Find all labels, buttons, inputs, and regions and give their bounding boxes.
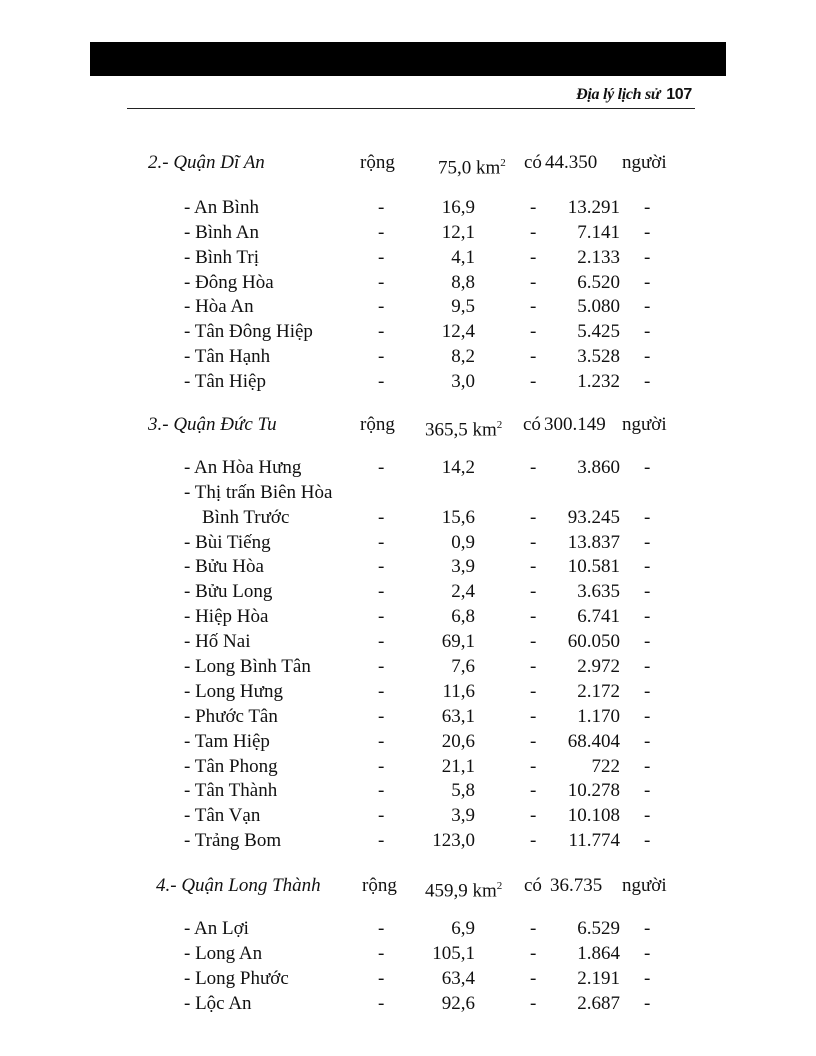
dash: - [530, 705, 537, 727]
commune-population: 5.080 [577, 296, 620, 318]
district-heading [0, 413, 816, 441]
area-unit-sup: 2 [496, 880, 503, 892]
commune-name: - Tân Thành [184, 780, 278, 802]
dash: - [644, 805, 651, 827]
commune-name: - Long Hưng [184, 680, 283, 702]
co-label: có [524, 152, 542, 173]
area-label: rộng [360, 414, 395, 435]
dash: - [378, 680, 385, 702]
commune-name: - Trảng Bom [184, 830, 282, 852]
commune-area: 63,4 [441, 967, 475, 989]
dash: - [530, 830, 537, 852]
commune-row [0, 271, 816, 296]
dash: - [378, 917, 385, 939]
commune-list [0, 917, 816, 1017]
district-section-long-thanh [0, 874, 816, 1016]
people-label: người [622, 152, 667, 173]
dash: - [378, 296, 385, 318]
commune-row [0, 730, 816, 755]
commune-population: 3.860 [577, 456, 620, 478]
people-label: người [622, 875, 667, 896]
dash: - [644, 271, 651, 293]
dash: - [530, 780, 537, 802]
dash: - [378, 606, 385, 628]
commune-area: 15,6 [441, 506, 475, 528]
dash: - [378, 942, 385, 964]
dash: - [644, 755, 651, 777]
commune-row [0, 196, 816, 221]
commune-area: 11,6 [442, 680, 475, 702]
commune-area: 7,6 [451, 656, 475, 678]
commune-row [0, 370, 816, 395]
district-population: 300.149 [544, 414, 606, 435]
commune-name: - Tân Đông Hiệp [184, 321, 313, 343]
dash: - [530, 371, 537, 393]
dash: - [530, 992, 537, 1014]
commune-area: 5,8 [451, 780, 475, 802]
dash: - [644, 506, 651, 528]
commune-row [0, 456, 816, 481]
dash: - [644, 830, 651, 852]
area-label: rộng [362, 875, 397, 896]
district-section-di-an [0, 151, 816, 395]
dash: - [644, 556, 651, 578]
commune-population: 60.050 [567, 631, 620, 653]
commune-area: 8,2 [451, 346, 475, 368]
commune-name: - Tân Vạn [184, 805, 261, 827]
commune-row [0, 804, 816, 829]
commune-area: 0,9 [451, 531, 475, 553]
dash: - [530, 456, 537, 478]
commune-name: - Hòa An [184, 296, 254, 318]
commune-area: 3,9 [451, 805, 475, 827]
commune-population: 10.581 [567, 556, 620, 578]
district-area [425, 874, 502, 904]
dash: - [530, 581, 537, 603]
commune-population: 6.529 [577, 917, 620, 939]
commune-population: 13.291 [567, 196, 620, 218]
dash: - [378, 506, 385, 528]
people-label: người [622, 414, 667, 435]
commune-row [0, 605, 816, 630]
commune-population: 722 [591, 755, 620, 777]
dash: - [644, 346, 651, 368]
commune-row [0, 630, 816, 655]
dash: - [644, 371, 651, 393]
dash: - [644, 296, 651, 318]
commune-row [0, 580, 816, 605]
dash: - [530, 755, 537, 777]
dash: - [530, 730, 537, 752]
dash: - [530, 917, 537, 939]
dash: - [530, 631, 537, 653]
commune-name: - An Bình [184, 196, 259, 218]
dash: - [378, 730, 385, 752]
dash: - [530, 196, 537, 218]
commune-area: 21,1 [441, 755, 475, 777]
dash: - [378, 656, 385, 678]
co-label: có [524, 875, 542, 896]
commune-list [0, 456, 816, 854]
dash: - [378, 246, 385, 268]
dash: - [378, 556, 385, 578]
commune-name: - Bửu Hòa [184, 556, 264, 578]
dash: - [644, 680, 651, 702]
commune-population: 2.191 [577, 967, 620, 989]
commune-area: 20,6 [441, 730, 475, 752]
commune-name: - Long Bình Tân [184, 656, 311, 678]
area-unit-sup: 2 [500, 157, 506, 169]
dash: - [530, 967, 537, 989]
co-label: có [523, 414, 541, 435]
commune-area: 16,9 [441, 196, 475, 218]
dash: - [378, 346, 385, 368]
dash: - [644, 730, 651, 752]
dash: - [530, 556, 537, 578]
commune-row [0, 755, 816, 780]
commune-name: - Long Phước [184, 967, 289, 989]
commune-name: - Hiệp Hòa [184, 606, 269, 628]
dash: - [644, 967, 651, 989]
dash: - [530, 506, 537, 528]
district-heading [0, 151, 816, 179]
dash: - [378, 581, 385, 603]
commune-row [0, 917, 816, 942]
area-unit: km [476, 157, 501, 179]
commune-area: 14,2 [441, 456, 475, 478]
commune-area: 8,8 [451, 271, 475, 293]
commune-area: 9,5 [451, 296, 475, 318]
commune-population: 1.864 [577, 942, 620, 964]
commune-name: - An Lợi [184, 917, 249, 939]
commune-area: 12,1 [441, 221, 475, 243]
commune-population: 3.635 [577, 581, 620, 603]
dash: - [644, 221, 651, 243]
commune-row [0, 680, 816, 705]
commune-name: - Đông Hòa [184, 271, 274, 293]
commune-population: 5.425 [577, 321, 620, 343]
commune-area: 6,9 [451, 917, 475, 939]
commune-population: 10.108 [567, 805, 620, 827]
dash: - [644, 917, 651, 939]
dash: - [530, 680, 537, 702]
commune-population: 6.741 [577, 606, 620, 628]
commune-name: Bình Trước [202, 506, 290, 528]
dash: - [378, 992, 385, 1014]
dash: - [644, 321, 651, 343]
commune-area: 123,0 [432, 830, 475, 852]
dash: - [530, 606, 537, 628]
district-area-value: 459,9 [425, 880, 468, 902]
page-number: 107 [666, 86, 692, 103]
dash: - [644, 631, 651, 653]
commune-population: 1.232 [577, 371, 620, 393]
commune-population: 68.404 [567, 730, 620, 752]
district-heading [0, 874, 816, 902]
dash: - [378, 805, 385, 827]
district-section-duc-tu [0, 413, 816, 854]
commune-name: - Bùi Tiếng [184, 531, 271, 553]
commune-population: 7.141 [577, 221, 620, 243]
dash: - [378, 321, 385, 343]
commune-row [0, 967, 816, 992]
district-area [425, 413, 502, 443]
dash: - [644, 606, 651, 628]
dash: - [378, 755, 385, 777]
commune-area: 69,1 [441, 631, 475, 653]
dash: - [644, 456, 651, 478]
commune-row [0, 942, 816, 967]
commune-population: 10.278 [567, 780, 620, 802]
dash: - [644, 581, 651, 603]
dash: - [378, 705, 385, 727]
commune-name: - An Hòa Hưng [184, 456, 302, 478]
commune-population: 2.172 [577, 680, 620, 702]
commune-population: 2.972 [577, 656, 620, 678]
dash: - [530, 531, 537, 553]
commune-row [0, 506, 816, 531]
commune-row [0, 555, 816, 580]
dash: - [378, 196, 385, 218]
commune-population: 93.245 [567, 506, 620, 528]
dash: - [644, 705, 651, 727]
commune-area: 105,1 [432, 942, 475, 964]
header-rule [127, 108, 695, 109]
commune-name: - Tân Hiệp [184, 371, 266, 393]
commune-population: 1.170 [577, 705, 620, 727]
district-area-value: 365,5 [425, 419, 468, 441]
commune-population: 2.687 [577, 992, 620, 1014]
commune-area: 12,4 [441, 321, 475, 343]
commune-name: - Thị trấn Biên Hòa [184, 481, 333, 503]
district-population: 36.735 [550, 875, 603, 896]
commune-row [0, 779, 816, 804]
dash: - [378, 531, 385, 553]
district-title: 3.- Quận Đức Tu [148, 414, 277, 435]
commune-population: 13.837 [567, 531, 620, 553]
commune-row [0, 246, 816, 271]
commune-row [0, 655, 816, 680]
commune-name: - Bình Trị [184, 246, 259, 268]
dash: - [378, 780, 385, 802]
dash: - [644, 942, 651, 964]
commune-population: 2.133 [577, 246, 620, 268]
dash: - [530, 346, 537, 368]
commune-list [0, 196, 816, 395]
area-unit-sup: 2 [496, 419, 503, 431]
district-title: 4.- Quận Long Thành [156, 875, 321, 896]
commune-area: 3,9 [451, 556, 475, 578]
commune-area: 4,1 [451, 246, 475, 268]
running-head [576, 86, 692, 104]
commune-row [0, 531, 816, 556]
district-area-value: 75,0 [438, 157, 472, 179]
commune-population: 11.774 [568, 830, 620, 852]
dash: - [530, 942, 537, 964]
commune-name: - Lộc An [184, 992, 252, 1014]
dash: - [378, 271, 385, 293]
district-population: 44.350 [545, 152, 598, 173]
area-unit: km [472, 880, 497, 902]
dash: - [378, 967, 385, 989]
dash: - [530, 805, 537, 827]
dash: - [644, 531, 651, 553]
commune-area: 3,0 [451, 371, 475, 393]
district-area [438, 151, 506, 181]
dash: - [644, 246, 651, 268]
dash: - [644, 780, 651, 802]
commune-row [0, 221, 816, 246]
commune-name: - Phước Tân [184, 705, 278, 727]
dash: - [530, 221, 537, 243]
commune-row [0, 705, 816, 730]
commune-area: 63,1 [441, 705, 475, 727]
dash: - [378, 371, 385, 393]
commune-name: - Long An [184, 942, 263, 964]
area-unit: km [472, 419, 497, 441]
dash: - [378, 631, 385, 653]
dash: - [530, 246, 537, 268]
commune-row [0, 320, 816, 345]
commune-population: 6.520 [577, 271, 620, 293]
area-label: rộng [360, 152, 395, 173]
commune-population: 3.528 [577, 346, 620, 368]
dash: - [644, 196, 651, 218]
dash: - [644, 992, 651, 1014]
commune-area: 2,4 [451, 581, 475, 603]
dash: - [530, 656, 537, 678]
dash: - [378, 456, 385, 478]
commune-name: - Tân Phong [184, 755, 278, 777]
dash: - [378, 221, 385, 243]
commune-name: - Tam Hiệp [184, 730, 270, 752]
commune-name: - Hố Nai [184, 631, 251, 653]
commune-row [0, 481, 816, 506]
dash: - [530, 271, 537, 293]
commune-name: - Bình An [184, 221, 259, 243]
commune-row [0, 345, 816, 370]
top-black-bar [90, 42, 726, 76]
commune-name: - Tân Hạnh [184, 346, 271, 368]
dash: - [644, 656, 651, 678]
commune-row [0, 992, 816, 1017]
dash: - [378, 830, 385, 852]
dash: - [530, 296, 537, 318]
commune-area: 6,8 [451, 606, 475, 628]
running-title: Địa lý lịch sử [576, 86, 661, 103]
dash: - [530, 321, 537, 343]
commune-name: - Bửu Long [184, 581, 273, 603]
commune-row [0, 829, 816, 854]
commune-row [0, 295, 816, 320]
district-title: 2.- Quận Dĩ An [148, 152, 265, 173]
commune-area: 92,6 [441, 992, 475, 1014]
